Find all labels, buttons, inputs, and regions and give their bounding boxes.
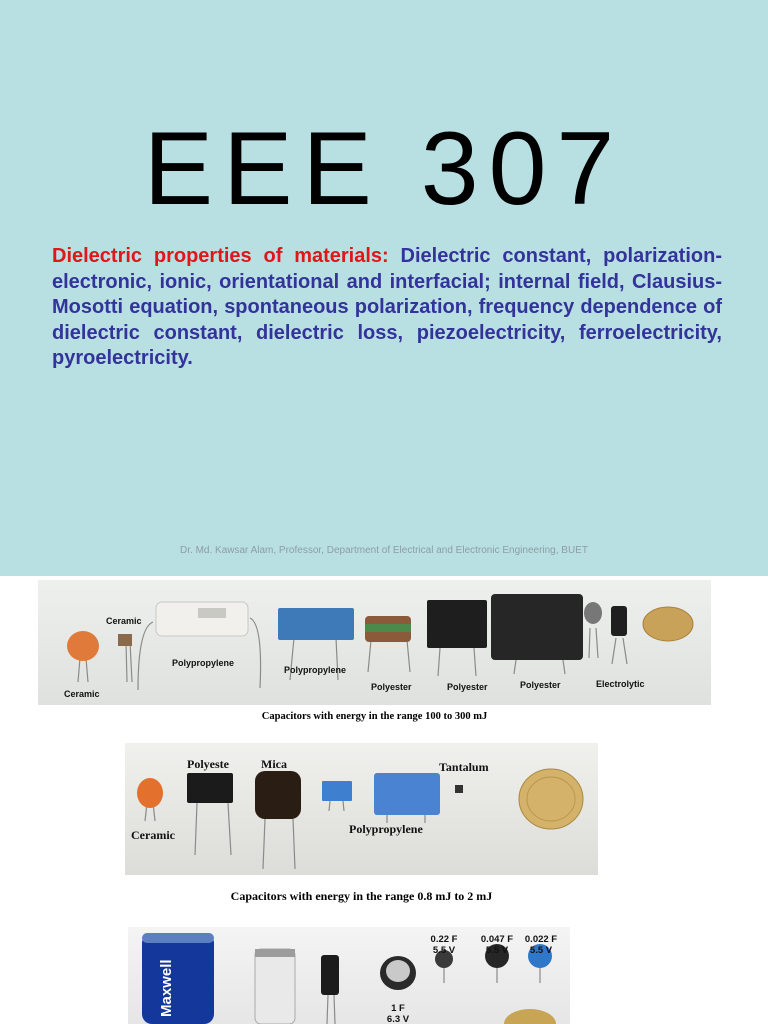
caption-photo-2: Capacitors with energy in the range 0.8 mJ to 2 mJ	[230, 889, 493, 903]
course-description	[52, 244, 722, 372]
polypropylene-box-capacitor	[278, 608, 354, 640]
topic-heading: Dielectric properties of materials:	[52, 245, 389, 267]
capacitor-photo-2	[125, 743, 598, 875]
slide-footer: Dr. Md. Kawsar Alam, Professor, Department of Electrical and Electronic Engineering, BUET	[180, 545, 588, 556]
label-polyester-1: Polyester	[371, 682, 412, 692]
label-polyester: Polyeste	[187, 757, 229, 771]
ceramic-capacitor	[137, 778, 163, 808]
slide-title: EEE 307	[143, 111, 625, 227]
polyester-capacitor	[187, 773, 233, 803]
capacitor-photo-3	[128, 927, 570, 1024]
label-0022f: 0.022 F 5.5 V	[524, 934, 558, 956]
label-polypropylene: Polypropylene	[349, 822, 423, 836]
polyester-capacitor-3	[491, 594, 583, 660]
polypropylene-axial-capacitor	[156, 602, 248, 636]
label-ceramic: Ceramic	[131, 828, 175, 842]
polyester-capacitor-2	[427, 600, 487, 648]
mica-capacitor	[255, 771, 301, 819]
ceramic-disc-capacitor	[67, 631, 99, 661]
maxwell-ultracapacitor	[142, 933, 214, 1024]
caption-photo-1: Capacitors with energy in the range 100 to 300 mJ	[261, 711, 488, 722]
label-0047f: 0.047 F 5.5 V	[480, 934, 514, 956]
capacitor-photo-1	[38, 580, 711, 705]
tantalum-capacitor	[455, 785, 463, 793]
ceramic-chip-capacitor	[118, 634, 132, 646]
label-ceramic-bottom: Ceramic	[64, 689, 100, 699]
label-mica: Mica	[261, 757, 287, 771]
label-polypropylene-2: Polypropylene	[284, 665, 347, 675]
label-polyester-3: Polyester	[520, 680, 561, 690]
label-polypropylene-1: Polypropylene	[172, 658, 235, 668]
polypropylene-small-capacitor	[322, 781, 352, 801]
polypropylene-large-capacitor	[374, 773, 440, 815]
label-electrolytic: Electrolytic	[596, 679, 645, 689]
coin	[504, 1009, 556, 1024]
electrolytic-capacitor-1	[584, 602, 602, 624]
label-1f: 1 F 6.3 V	[386, 1003, 410, 1024]
topic-text: Dielectric constant, polarization- electronic, ionic, orientational and interfacial; internal field, Clausius-Mosotti equation, spontaneous polarization, frequency dependence of dielectric constant, dielectric loss, piezoelectricity, ferroelectricity, pyroelectricity.	[52, 245, 722, 369]
label-tantalum: Tantalum	[439, 760, 489, 774]
label-maxwell-brand: Maxwell	[158, 959, 175, 1017]
coin	[519, 769, 583, 829]
label-polyester-2: Polyester	[447, 682, 488, 692]
electrolytic-capacitor-2	[611, 606, 627, 636]
ultracapacitor-2	[255, 949, 295, 1024]
label-022f: 0.22 F 5.5 V	[430, 934, 458, 956]
coin	[643, 607, 693, 641]
label-ceramic-top: Ceramic	[106, 616, 142, 626]
small-electrolytic-capacitor	[321, 955, 339, 995]
